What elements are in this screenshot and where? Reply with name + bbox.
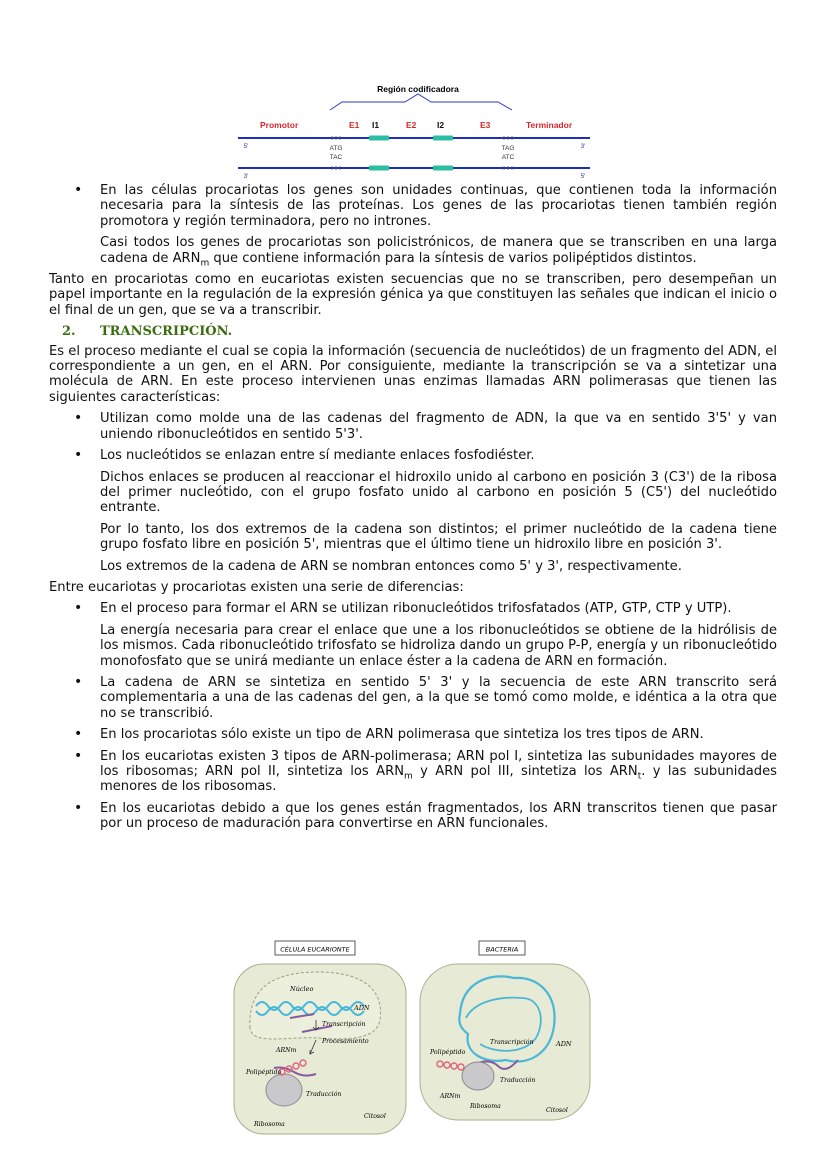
bullet-phosphodiester-bonds: • Los nucleótidos se enlazan entre sí mediante enlaces fosfodiéster. (49, 448, 777, 463)
segment-e3-label: E3 (480, 120, 491, 130)
section-number: 2. (62, 324, 76, 340)
bullet-synthesis-direction: • La cadena de ARN se sintetiza en sentido 5' 3' y la secuencia de este ARN transcrito será complementaria a una de las cadenas del gen, a la que se tomó como molde, e idéntica a la otra que no se transcribió. (49, 675, 777, 721)
section-heading-transcription (49, 324, 777, 339)
segment-i1-label: I1 (372, 120, 380, 130)
label-eukaryote-translation: Traducción (306, 1091, 342, 1098)
bacterial-ribosome (462, 1062, 494, 1090)
intron-i2-box-top (433, 136, 453, 141)
paragraph-chain-ends: Por lo tanto, los dos extremos de la cadena son distintos; el primer nucleótido de la cadena tiene grupo fosfato libre en posición 5', mientras que el último tiene un hidroxilo libre en posición 3'. (100, 521, 777, 553)
paragraph-transcription-definition: Es el proceso mediante el cual se copia la información (secuencia de nucleótidos) de un fragmento del ADN, el correspondiente a un gen, en el ARN. Por consiguiente, mediante la transcripción se va a sintetizar una molécula de ARN. En este proceso intervienen unas enzimas llamadas ARN polimerasas que tienen las siguientes características: (49, 343, 777, 405)
label-eukaryote-dna: ADN (354, 1004, 370, 1012)
promoter-label: Promotor (260, 120, 299, 130)
label-eukaryote-cytosol: Citosol (364, 1113, 386, 1120)
paragraph-regulatory-sequences: Tanto en procariotas como en eucariotas existen secuencias que no se transcriben, pero desempeñan un papel importante en la regulación de la expresión génica ya que constituyen las señales que indican el inicio o el final de un gen, que se va a transcribir. (49, 272, 777, 318)
coding-region-brace (330, 94, 512, 110)
intron-i2-box-bottom (433, 166, 453, 171)
label-eukaryote-mrna: ARNm (276, 1047, 297, 1054)
start-codon-top: ATG (329, 145, 343, 152)
bullet-prokaryote-polymerase: • En los procariotas sólo existe un tipo de ARN polimerasa que sintetiza los tres tipos de ARN. (49, 727, 777, 742)
bullet-prokaryotic-genes: • En las células procariotas los genes son unidades continuas, que contienen toda la información necesaria para la síntesis de las proteínas. Los genes de las procariotas tienen también región promotora y región terminadora, pero no intrones. (49, 183, 777, 229)
label-eukaryote-ribosome: Ribosoma (254, 1121, 285, 1128)
segment-e2-label: E2 (406, 120, 417, 130)
bullet-template-strand: • Utilizan como molde una de las cadenas del fragmento de ADN, la que va en sentido 3'5' y van uniendo ribonucleótidos en sentido 5'3'. (49, 411, 777, 442)
stop-codon-bottom: ATC (501, 154, 515, 161)
eukaryote-ribosome (266, 1074, 302, 1106)
label-eukaryote-transcription: Transcripción (322, 1021, 366, 1028)
label-bacterial-transcription: Transcripción (490, 1039, 534, 1046)
intron-i1-box-top (369, 136, 389, 141)
terminator-label: Terminador (526, 120, 573, 130)
label-bacterial-cytosol: Citosol (546, 1107, 568, 1114)
bacteria-title: BACTERIA (485, 945, 519, 954)
bottom-right-end-label: 5' (580, 174, 586, 180)
bullet-triphosphate-ribonucleotides: • En el proceso para formar el ARN se utilizan ribonucleótidos trifosfatados (ATP, GTP, CTP y UTP). (49, 601, 777, 616)
paragraph-energy-source: La energía necesaria para crear el enlace que une a los ribonucleótidos se obtiene de la hidrólisis de los mismos. Cada ribonucleótido trifosfato se hidroliza dando un grupo P-P, energía y un ribonucleótido monofosfato que se unirá mediante un enlace éster a la cadena de ARN en formación. (100, 622, 778, 669)
section-title: TRANSCRIPCIÓN. (100, 324, 233, 340)
label-bacterial-ribosome: Ribosoma (470, 1103, 501, 1110)
paragraph-end-names: Los extremos de la cadena de ARN se nombran entonces como 5' y 3', respectivamente. (100, 558, 682, 574)
top-right-end-label: 3' (580, 144, 586, 150)
label-bacterial-mrna: ARNm (440, 1093, 461, 1100)
label-bacterial-translation: Traducción (500, 1077, 536, 1084)
paragraph-polycistronic: Casi todos los genes de procariotas son policistrónicos, de manera que se transcriben en una larga cadena de $ARN_m$ que contiene información para la síntesis de varios polipéptidos distintos. (100, 235, 777, 269)
paragraph-differences-intro: Entre eucariotas y procariotas existen una serie de diferencias: (49, 579, 464, 595)
gene-structure-diagram (228, 80, 600, 186)
segment-e1-label: E1 (349, 120, 360, 130)
intron-i1-box-bottom (369, 166, 389, 171)
document-body (49, 183, 777, 838)
bottom-left-end-label: 3' (243, 174, 249, 180)
paragraph-bond-formation: Dichos enlaces se producen al reaccionar el hidroxilo unido al carbono en posición 3 (C3') de la ribosa del primer nucleótido, con el grupo fosfato unido al carbono en posición 5 (C5') del nucleótido entrante. (100, 469, 777, 516)
bullet-eukaryote-polymerases: • En los eucariotas existen 3 tipos de ARN-polimerasa; ARN pol I, sintetiza las subunidades mayores de los ribosomas; ARN pol II, sintetiza los $ARN_m$ y ARN pol III, sintetiza los $ARN_t$. y las subunidades menores de los ribosomas. (49, 749, 777, 795)
label-eukaryote-polypeptide: Polipéptido (246, 1069, 282, 1076)
label-bacterial-dna: ADN (556, 1040, 572, 1048)
top-left-end-label: 5' (243, 144, 249, 150)
bullet-rna-maturation: • En los eucariotas debido a que los genes están fragmentados, los ARN transcritos tienen que pasar por un proceso de maduración para convertirse en ARN funcionales. (49, 801, 777, 832)
segment-i2-label: I2 (437, 120, 445, 130)
label-nucleus: Núcleo (290, 985, 314, 993)
start-codon-bottom: TAC (329, 154, 343, 161)
label-bacterial-polypeptide: Polipéptido (430, 1049, 466, 1056)
coding-region-label: Región codificadora (377, 84, 459, 94)
eukaryote-title: CÉLULA EUCARIONTE (280, 945, 350, 954)
label-processing: Procesamiento (322, 1038, 369, 1045)
stop-codon-top: TAG (501, 145, 515, 152)
cell-comparison-figure (228, 936, 600, 1136)
